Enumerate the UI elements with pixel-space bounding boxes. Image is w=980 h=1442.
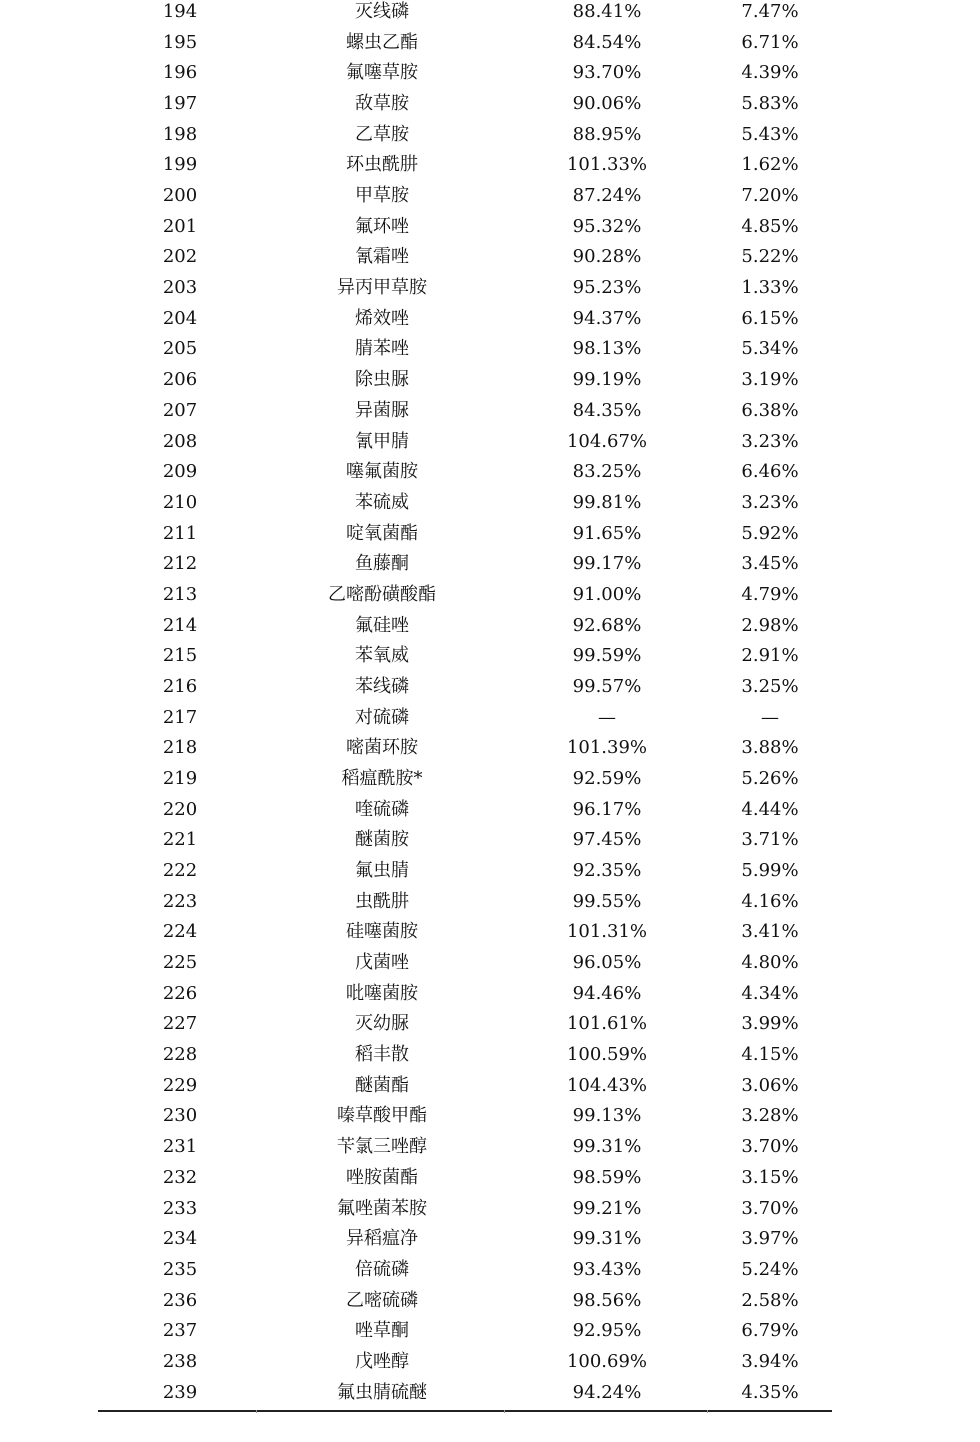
rsd-value: 5.92% [741,522,799,544]
compound-name: 唑草酮 [355,1320,409,1342]
rsd-value: 6.46% [741,461,799,483]
row-number: 215 [162,645,198,667]
row-number: 207 [162,399,198,421]
rsd-value: 3.23% [741,491,799,513]
rsd-value: 3.15% [741,1166,799,1188]
recovery-value: 99.31% [572,1228,642,1250]
compound-name: 乙草胺 [355,123,409,145]
rsd-value: 2.91% [741,645,799,667]
rsd-value: 1.62% [741,154,799,176]
compound-name: 异稻瘟净 [346,1228,418,1250]
compound-name: 啶氧菌酯 [346,522,418,544]
table-row [0,123,980,154]
compound-name: 烯效唑 [355,307,409,329]
recovery-value: 95.23% [572,277,642,299]
row-number: 204 [162,307,198,329]
recovery-value: 97.45% [572,829,642,851]
compound-name: 除虫脲 [355,369,409,391]
row-number: 227 [162,1013,198,1035]
compound-name: 苯线磷 [355,675,409,697]
row-number: 238 [162,1350,198,1372]
compound-name: 醚菌酯 [355,1074,409,1096]
row-number: 218 [162,737,198,759]
compound-name: 氰甲腈 [355,430,409,452]
table-row [0,982,980,1013]
column-divider-tick [707,1410,708,1413]
row-number: 219 [162,768,198,789]
recovery-value: 94.24% [572,1381,642,1403]
compound-name: 噻氟菌胺 [346,461,418,483]
recovery-value: 93.70% [572,62,642,84]
compound-name: 氟环唑 [355,215,409,237]
compound-name: 喹硫磷 [355,798,409,820]
recovery-value: 104.43% [566,1074,648,1096]
recovery-value: 99.19% [572,369,642,391]
table-row [0,1043,980,1074]
row-number: 210 [162,491,198,513]
row-number: 231 [162,1136,198,1158]
rsd-value: 4.35% [741,1381,799,1403]
row-number: 229 [162,1074,198,1096]
row-number: 201 [162,215,198,237]
compound-name: 醚菌胺 [355,829,409,851]
compound-name: 稻瘟酰胺* [341,768,423,789]
row-number: 233 [162,1197,198,1219]
recovery-value: 101.31% [566,921,648,943]
table-row [0,368,980,399]
table-row [0,1381,980,1412]
row-number: 214 [162,614,198,636]
recovery-value: 94.46% [572,982,642,1004]
compound-name: 倍硫磷 [355,1258,409,1280]
recovery-value: 99.59% [572,645,642,667]
compound-name: 吡噻菌胺 [346,982,418,1004]
compound-name: 乙嘧硫磷 [346,1289,418,1311]
rsd-value: 6.38% [741,399,799,421]
compound-name: 乙嘧酚磺酸酯 [328,583,436,605]
table-row [0,920,980,951]
rsd-value: 5.99% [741,860,799,882]
table-row [0,307,980,338]
recovery-value: 104.67% [566,430,648,452]
row-number: 213 [162,583,198,605]
table-row [0,1350,980,1381]
compound-name: 虫酰肼 [355,890,409,912]
rsd-value: 2.98% [741,614,799,636]
recovery-value: 88.41% [572,1,642,22]
rsd-value: 5.43% [741,123,799,145]
rsd-value: 1.33% [741,277,799,299]
row-number: 196 [162,62,198,84]
rsd-value: 3.45% [741,553,799,575]
row-number: 194 [162,1,198,22]
rsd-value: 5.34% [741,338,799,360]
rsd-value: 3.25% [741,675,799,697]
table-row [0,430,980,461]
compound-name: 灭线磷 [355,1,409,22]
table-row [0,706,980,737]
recovery-value: 100.59% [566,1044,648,1066]
table-row [0,184,980,215]
recovery-value: 99.57% [572,675,642,697]
row-number: 228 [162,1044,198,1066]
rsd-value: 3.23% [741,430,799,452]
recovery-value: 92.59% [572,768,642,789]
table-row [0,1319,980,1350]
compound-name: 苄氯三唑醇 [337,1136,427,1158]
row-number: 232 [162,1166,198,1188]
recovery-value: 91.65% [572,522,642,544]
table-row [0,1227,980,1258]
compound-name: 环虫酰肼 [346,154,418,176]
table-row [0,92,980,123]
table-row [0,859,980,890]
recovery-value: 92.95% [572,1320,642,1342]
compound-name: 嗪草酸甲酯 [337,1105,427,1127]
column-divider-tick [256,1410,257,1413]
compound-name: 敌草胺 [355,93,409,115]
row-number: 234 [162,1228,198,1250]
recovery-value: 88.95% [572,123,642,145]
rsd-value: 6.71% [741,31,799,53]
recovery-value: 98.13% [572,338,642,360]
row-number: 225 [162,952,198,974]
recovery-value: 93.43% [572,1258,642,1280]
rsd-value: 3.70% [741,1197,799,1219]
compound-name: 甲草胺 [355,185,409,207]
rsd-value: 6.15% [741,307,799,329]
recovery-value: 101.39% [566,737,648,759]
row-number: 230 [162,1105,198,1127]
table-row [0,0,980,31]
table-row [0,552,980,583]
recovery-value: 96.05% [572,952,642,974]
table-row [0,1074,980,1105]
row-number: 223 [162,890,198,912]
compound-name: 氟噻草胺 [346,62,418,84]
row-number: 217 [162,706,198,728]
table-row [0,276,980,307]
recovery-value: — [598,706,616,728]
row-number: 206 [162,369,198,391]
recovery-value: 99.81% [572,491,642,513]
rsd-value: 4.34% [741,982,799,1004]
rsd-value: 3.70% [741,1136,799,1158]
rsd-value: 5.26% [741,768,799,789]
compound-name: 硅噻菌胺 [346,921,418,943]
rsd-value: — [761,706,779,728]
rsd-value: 7.20% [741,185,799,207]
table-row [0,583,980,614]
recovery-value: 92.68% [572,614,642,636]
rsd-value: 3.94% [741,1350,799,1372]
recovery-value: 83.25% [572,461,642,483]
rsd-value: 3.71% [741,829,799,851]
compound-name: 对硫磷 [355,706,409,728]
table-row [0,31,980,62]
table-row [0,890,980,921]
row-number: 235 [162,1258,198,1280]
compound-name: 嘧菌环胺 [346,737,418,759]
recovery-value: 96.17% [572,798,642,820]
rsd-value: 4.15% [741,1044,799,1066]
row-number: 239 [162,1381,198,1403]
rsd-value: 5.83% [741,93,799,115]
table-row [0,1104,980,1135]
row-number: 198 [162,123,198,145]
table-row [0,767,980,798]
recovery-value: 99.55% [572,890,642,912]
table-row [0,61,980,92]
recovery-value: 101.61% [566,1013,648,1035]
table-row [0,1197,980,1228]
row-number: 200 [162,185,198,207]
recovery-value: 84.35% [572,399,642,421]
recovery-value: 95.32% [572,215,642,237]
table-row [0,1289,980,1320]
compound-name: 稻丰散 [355,1044,409,1066]
rsd-value: 3.06% [741,1074,799,1096]
rsd-value: 4.16% [741,890,799,912]
compound-name: 氟虫腈硫醚 [337,1381,427,1403]
compound-name: 氟硅唑 [355,614,409,636]
table-bottom-rule [98,1410,832,1412]
compound-name: 螺虫乙酯 [346,31,418,53]
row-number: 195 [162,31,198,53]
table-row [0,399,980,430]
table-row [0,798,980,829]
compound-name: 氟虫腈 [355,860,409,882]
rsd-value: 3.88% [741,737,799,759]
table-row [0,951,980,982]
row-number: 202 [162,246,198,268]
recovery-value: 90.06% [572,93,642,115]
recovery-value: 99.17% [572,553,642,575]
row-number: 226 [162,982,198,1004]
rsd-value: 3.99% [741,1013,799,1035]
rsd-value: 4.79% [741,583,799,605]
row-number: 211 [162,522,198,544]
recovery-value: 94.37% [572,307,642,329]
compound-name: 苯氧威 [355,645,409,667]
rsd-value: 4.44% [741,798,799,820]
row-number: 203 [162,277,198,299]
recovery-value: 99.31% [572,1136,642,1158]
compound-name: 氰霜唑 [355,246,409,268]
compound-name: 苯硫威 [355,491,409,513]
row-number: 221 [162,829,198,851]
compound-name: 腈苯唑 [355,338,409,360]
rsd-value: 5.24% [741,1258,799,1280]
compound-name: 异丙甲草胺 [337,277,427,299]
recovery-value: 91.00% [572,583,642,605]
recovery-value: 90.28% [572,246,642,268]
compound-name: 异菌脲 [355,399,409,421]
compound-name: 戊唑醇 [355,1350,409,1372]
table-row [0,153,980,184]
recovery-value: 98.56% [572,1289,642,1311]
row-number: 222 [162,860,198,882]
row-number: 237 [162,1320,198,1342]
recovery-value: 101.33% [566,154,648,176]
row-number: 205 [162,338,198,360]
rsd-value: 6.79% [741,1320,799,1342]
recovery-value: 87.24% [572,185,642,207]
row-number: 208 [162,430,198,452]
rsd-value: 2.58% [741,1289,799,1311]
table-row [0,675,980,706]
row-number: 236 [162,1289,198,1311]
table-row [0,1135,980,1166]
rsd-value: 3.19% [741,369,799,391]
row-number: 197 [162,93,198,115]
recovery-value: 99.21% [572,1197,642,1219]
rsd-value: 4.85% [741,215,799,237]
recovery-value: 84.54% [572,31,642,53]
table-row [0,1166,980,1197]
table-row [0,491,980,522]
table-row [0,522,980,553]
rsd-value: 3.97% [741,1228,799,1250]
row-number: 224 [162,921,198,943]
recovery-value: 98.59% [572,1166,642,1188]
table-row [0,644,980,675]
rsd-value: 7.47% [741,1,799,22]
compound-name: 氟唑菌苯胺 [337,1197,427,1219]
row-number: 216 [162,675,198,697]
rsd-value: 3.28% [741,1105,799,1127]
table-row [0,828,980,859]
column-divider-tick [504,1410,505,1413]
recovery-value: 100.69% [566,1350,648,1372]
table-row [0,337,980,368]
table-row [0,736,980,767]
row-number: 212 [162,553,198,575]
compound-name: 戊菌唑 [355,952,409,974]
table-row [0,1012,980,1043]
row-number: 220 [162,798,198,820]
table-row [0,215,980,246]
table-row [0,460,980,491]
row-number: 209 [162,461,198,483]
table-row [0,614,980,645]
table-row [0,245,980,276]
compound-name: 唑胺菌酯 [346,1166,418,1188]
recovery-value: 92.35% [572,860,642,882]
rsd-value: 4.80% [741,952,799,974]
recovery-value: 99.13% [572,1105,642,1127]
compound-name: 鱼藤酮 [355,553,409,575]
rsd-value: 4.39% [741,62,799,84]
compound-name: 灭幼脲 [355,1013,409,1035]
rsd-value: 3.41% [741,921,799,943]
table-row [0,1258,980,1289]
rsd-value: 5.22% [741,246,799,268]
row-number: 199 [162,154,198,176]
